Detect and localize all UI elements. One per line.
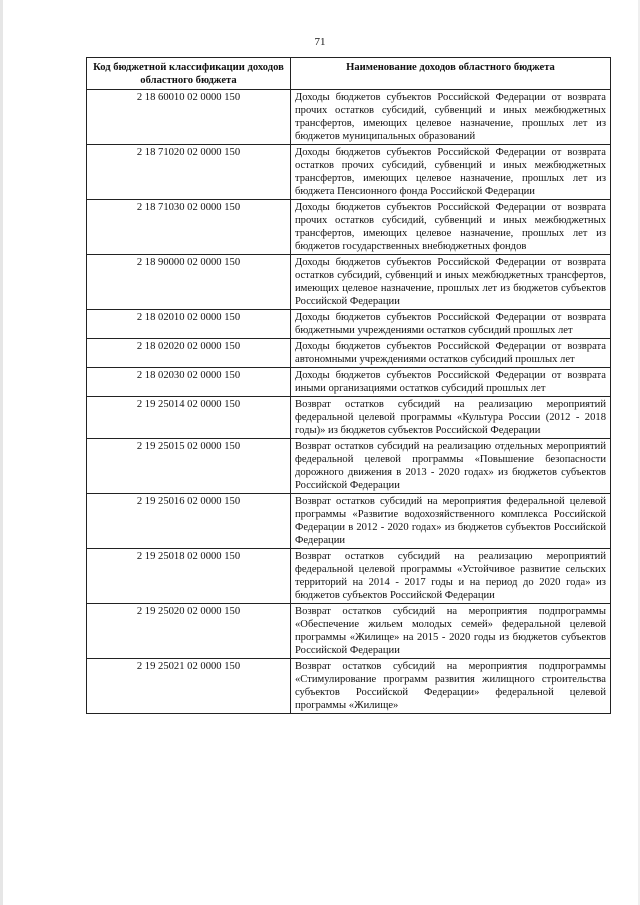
row-name: Возврат остатков субсидий на мероприятия подпрограммы «Обеспечение жильем молодых семей» федеральной целевой программы «Жилище» на 2015 - 2020 годы из бюджетов субъектов Российской Федерации xyxy=(291,604,611,659)
row-code: 2 19 25016 02 0000 150 xyxy=(87,494,291,549)
table-row xyxy=(87,255,611,310)
table-row xyxy=(87,659,611,714)
row-code: 2 18 90000 02 0000 150 xyxy=(87,255,291,310)
row-code: 2 18 71020 02 0000 150 xyxy=(87,145,291,200)
table-row xyxy=(87,310,611,339)
row-name: Возврат остатков субсидий на реализацию отдельных мероприятий федеральной целевой программы «Повышение безопасности дорожного движения в 2013 - 2020 годах» из бюджетов субъектов Российской Федерации xyxy=(291,439,611,494)
row-name: Доходы бюджетов субъектов Российской Федерации от возврата бюджетными учреждениями остатков субсидий прошлых лет xyxy=(291,310,611,339)
row-code: 2 18 02030 02 0000 150 xyxy=(87,368,291,397)
table-row xyxy=(87,494,611,549)
row-name: Возврат остатков субсидий на мероприятия федеральной целевой программы «Развитие водохозяйственного комплекса Российской Федерации в 2012 - 2020 годах» из бюджетов субъектов Российской Федерации xyxy=(291,494,611,549)
table-row xyxy=(87,549,611,604)
page-number: 71 xyxy=(314,36,326,48)
table-row xyxy=(87,368,611,397)
table-row xyxy=(87,604,611,659)
budget-classification-table xyxy=(86,57,611,714)
row-code: 2 19 25020 02 0000 150 xyxy=(87,604,291,659)
header-name: Наименование доходов областного бюджета xyxy=(291,58,611,90)
row-name: Доходы бюджетов субъектов Российской Федерации от возврата автономными учреждениями остатков субсидий прошлых лет xyxy=(291,339,611,368)
row-name: Доходы бюджетов субъектов Российской Федерации от возврата иными организациями остатков субсидий прошлых лет xyxy=(291,368,611,397)
row-name: Возврат остатков субсидий на мероприятия подпрограммы «Стимулирование программ развития жилищного строительства субъектов Российской Федерации» федеральной целевой программы «Жилище» xyxy=(291,659,611,714)
row-code: 2 18 02010 02 0000 150 xyxy=(87,310,291,339)
row-code: 2 19 25021 02 0000 150 xyxy=(87,659,291,714)
table-row xyxy=(87,439,611,494)
row-name: Доходы бюджетов субъектов Российской Федерации от возврата прочих остатков субсидий, субвенций и иных межбюджетных трансфертов, имеющих целевое назначение, прошлых лет из бюджетов муниципальных образований xyxy=(291,90,611,145)
table-header-row xyxy=(87,58,611,90)
row-code: 2 18 71030 02 0000 150 xyxy=(87,200,291,255)
row-name: Возврат остатков субсидий на реализацию мероприятий федеральной целевой программы «Устойчивое развитие сельских территорий на 2014 - 2017 годы и на период до 2020 года» из бюджетов субъектов Российской Федерации xyxy=(291,549,611,604)
row-code: 2 19 25018 02 0000 150 xyxy=(87,549,291,604)
row-code: 2 18 60010 02 0000 150 xyxy=(87,90,291,145)
row-name: Доходы бюджетов субъектов Российской Федерации от возврата прочих остатков субсидий, субвенций и иных межбюджетных трансфертов, имеющих целевое назначение, прошлых лет из бюджетов государственных внебюджетных фондов xyxy=(291,200,611,255)
table-row xyxy=(87,90,611,145)
row-code: 2 19 25015 02 0000 150 xyxy=(87,439,291,494)
row-code: 2 19 25014 02 0000 150 xyxy=(87,397,291,439)
table-row xyxy=(87,145,611,200)
row-name: Доходы бюджетов субъектов Российской Федерации от возврата остатков прочих субсидий, субвенций и иных межбюджетных трансфертов, имеющих целевое назначение, прошлых лет из бюджета Пенсионного фонда Российской Федерации xyxy=(291,145,611,200)
header-code: Код бюджетной классификации доходов областного бюджета xyxy=(87,58,291,90)
row-name: Доходы бюджетов субъектов Российской Федерации от возврата остатков субсидий, субвенций и иных межбюджетных трансфертов, имеющих целевое назначение, прошлых лет из бюджетов субъектов Российской Федерации xyxy=(291,255,611,310)
scan-left-edge xyxy=(0,0,3,905)
table-row xyxy=(87,200,611,255)
row-code: 2 18 02020 02 0000 150 xyxy=(87,339,291,368)
table-row xyxy=(87,397,611,439)
table-row xyxy=(87,339,611,368)
row-name: Возврат остатков субсидий на реализацию мероприятий федеральной целевой программы «Культура России (2012 - 2018 годы)» из бюджетов субъектов Российской Федерации xyxy=(291,397,611,439)
